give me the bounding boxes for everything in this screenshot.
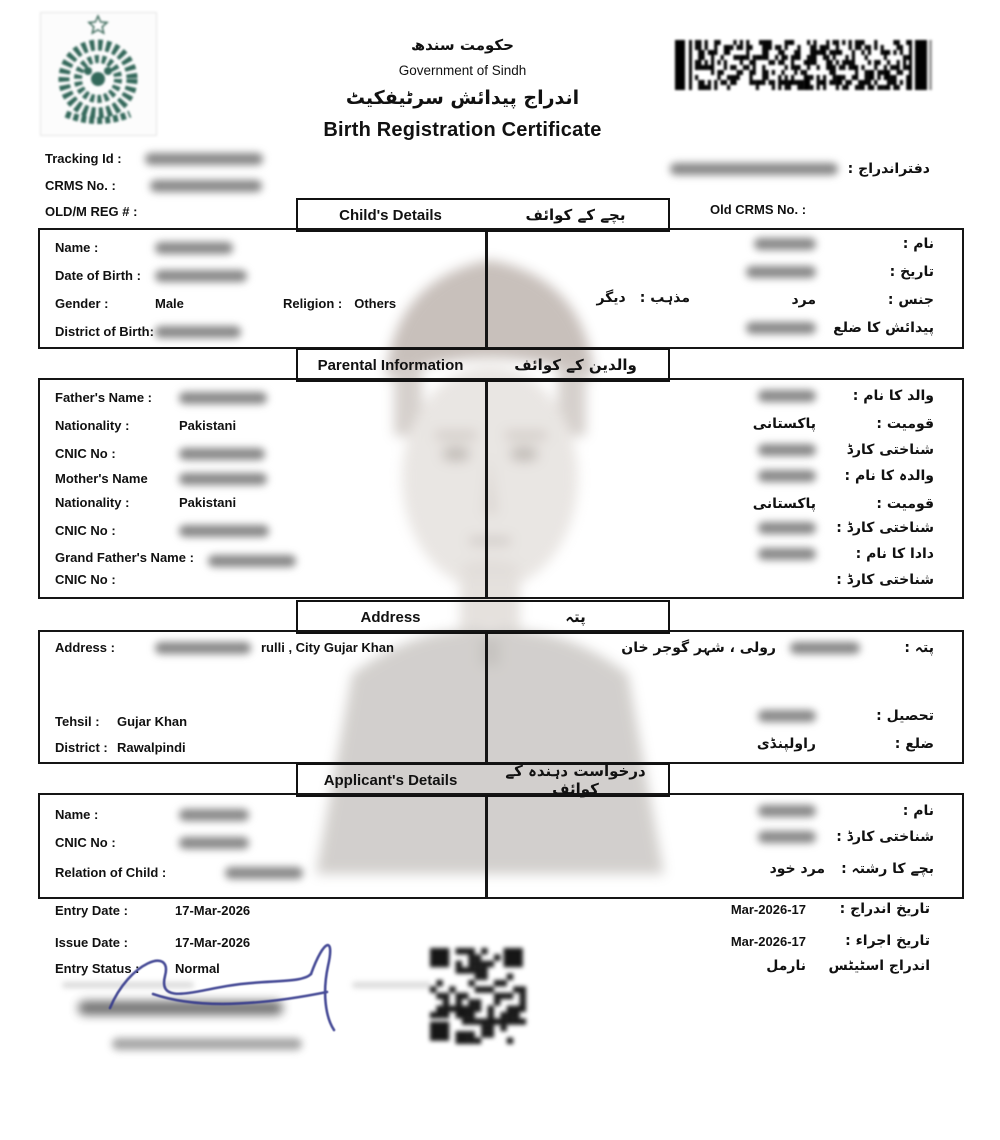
redacted-value [155, 242, 233, 254]
redacted-value [758, 805, 816, 817]
doc-title-en: Birth Registration Certificate [323, 119, 602, 141]
field-label: Nationality : [55, 418, 130, 433]
field-row [758, 388, 934, 404]
field-row [55, 640, 394, 655]
column-divider [485, 630, 488, 764]
field-label: CNIC No : [55, 446, 116, 461]
field-label-ur: پتہ : [904, 640, 934, 656]
field-row [791, 292, 934, 308]
field-row [55, 418, 236, 433]
field-value-ur: مرد خود [769, 861, 826, 877]
field-label-ur: شناختی کارڈ : [836, 572, 934, 588]
field-label: Nationality : [55, 495, 130, 510]
entry-status-value-ur: نارمل [766, 958, 806, 974]
redacted-value [746, 266, 816, 278]
entry-status-label: Entry Status : [55, 961, 140, 976]
section-header-child [296, 198, 670, 232]
field-label-ur: والدہ کا نام : [844, 468, 934, 484]
old-crms-row [710, 202, 806, 217]
redacted-value [758, 548, 816, 560]
field-row [754, 236, 934, 252]
redacted-value [179, 448, 265, 460]
column-divider [485, 228, 488, 349]
field-row [753, 496, 934, 512]
field-label-ur: شناختی کارڈ : [836, 829, 934, 845]
field-row [55, 268, 247, 283]
field-label: District of Birth: [55, 324, 154, 339]
field-value-ur: پاکستانی [752, 496, 816, 512]
daftar-andraj-label: دفتراندراج : [847, 161, 930, 177]
field-label-ur: جنس : [887, 292, 934, 308]
tracking-id-row [45, 151, 263, 166]
section-title-ur: درخواست دہندہ کے کوائف [505, 762, 646, 798]
religion-label-en: Religion : [283, 296, 343, 311]
field-row [55, 240, 233, 255]
field-label: Name : [55, 240, 99, 255]
field-label-ur: تحصیل : [876, 708, 934, 724]
issue-date-label-ur: تاریخ اجراء : [845, 933, 930, 949]
field-row [55, 390, 267, 405]
field-label: Mother's Name [55, 471, 148, 486]
field-label-ur: ضلع : [894, 736, 934, 752]
field-label: CNIC No : [55, 572, 116, 587]
issue-date-value: 17-Mar-2026 [175, 935, 251, 950]
field-row [55, 714, 187, 729]
field-label: Gender : [55, 296, 109, 311]
section-title-en: Parental Information [317, 356, 464, 374]
redacted-value [208, 555, 296, 567]
field-label-ur: نام : [902, 236, 934, 252]
section-header-address [296, 600, 670, 634]
field-label: Name : [55, 807, 99, 822]
redacted-value [758, 444, 816, 456]
field-label-ur: قومیت : [876, 496, 934, 512]
section-title-en: Address [360, 608, 421, 626]
field-row [55, 446, 265, 461]
field-value-ur: راولپنڈی [756, 736, 816, 752]
applicant-details-box [38, 793, 964, 899]
field-row [758, 546, 934, 562]
registrar-signature [95, 930, 385, 1055]
redacted-value [179, 809, 249, 821]
issue-date-label: Issue Date : [55, 935, 128, 950]
doc-title-urdu: اندراج پیدائش سرٹیفکیٹ [345, 87, 580, 109]
section-header-parental [296, 348, 670, 382]
document-header [240, 36, 685, 142]
entry-date-value: 17-Mar-2026 [175, 903, 251, 918]
redacted-value [670, 163, 838, 175]
section-title-ur: پتہ [565, 608, 586, 626]
section-title-ur: بچے کے کوائف [525, 206, 626, 224]
field-row [758, 442, 934, 458]
field-row [753, 416, 934, 432]
field-label-ur: دادا کا نام : [855, 546, 934, 562]
field-label: Relation of Child : [55, 865, 167, 880]
old-crms-label: Old CRMS No. : [710, 202, 807, 217]
address-box [38, 630, 964, 764]
entry-date-row [55, 903, 250, 918]
field-value-ur: مرد [791, 292, 816, 308]
redacted-value [155, 270, 247, 282]
field-value: Pakistani [179, 418, 237, 433]
entry-date-label: Entry Date : [55, 903, 128, 918]
qr-code [430, 948, 532, 1046]
redacted-value [790, 642, 860, 654]
redacted-value [179, 473, 267, 485]
field-label: Tehsil : [55, 714, 100, 729]
field-label-ur: شناختی کارڈ [846, 442, 934, 458]
field-row [55, 523, 269, 538]
column-divider [485, 378, 488, 599]
old-reg-row [45, 204, 137, 219]
redacted-value [155, 326, 241, 338]
redacted-value [155, 642, 251, 654]
religion-label-ur: مذہب : [639, 290, 690, 306]
child-details-box [38, 228, 964, 349]
field-label-ur: شناختی کارڈ : [836, 520, 934, 536]
field-label: Address : [55, 640, 115, 655]
field-label: Grand Father's Name : [55, 549, 194, 565]
religion-value-en: Others [354, 296, 397, 311]
redacted-value [225, 867, 303, 879]
field-value-ur: رولی ، شہر گوجر خان [621, 640, 776, 656]
entry-date-row-ur [731, 901, 930, 917]
parental-info-box [38, 378, 964, 599]
field-label-ur: پیدائش کا ضلع [833, 320, 934, 336]
redacted-value [758, 710, 816, 722]
redacted-value [754, 238, 816, 250]
field-value: Rawalpindi [117, 740, 186, 755]
field-label: Date of Birth : [55, 268, 141, 283]
field-label: District : [55, 740, 108, 755]
field-value: Male [155, 296, 184, 311]
field-row [746, 320, 934, 336]
redacted-value [150, 180, 262, 192]
field-label: CNIC No : [55, 523, 116, 538]
section-title-ur: والدین کے کوائف [514, 356, 637, 374]
redacted-value [758, 470, 816, 482]
entry-status-label-ur: اندراج اسٹیٹس [828, 958, 930, 974]
govt-name-urdu: حکومت سندھ [411, 36, 514, 54]
old-reg-label: OLD/M REG # : [45, 204, 138, 219]
field-label-ur: والد کا نام : [852, 388, 934, 404]
section-title-en: Child's Details [339, 206, 442, 224]
redacted-value [758, 831, 816, 843]
field-row [621, 640, 934, 656]
crms-no-row [45, 178, 262, 193]
field-row [758, 829, 934, 845]
section-title-en: Applicant's Details [323, 771, 458, 789]
field-label-ur: تاریخ : [889, 264, 934, 280]
entry-status-value: Normal [175, 961, 220, 976]
entry-status-row-ur [766, 958, 930, 974]
field-value-ur: پاکستانی [752, 416, 816, 432]
field-value: Gujar Khan [117, 714, 188, 729]
field-row [816, 572, 934, 588]
govt-name-en: Government of Sindh [398, 63, 527, 78]
field-label-ur: قومیت : [876, 416, 934, 432]
issue-date-row-ur [731, 933, 930, 949]
field-value: rulli , City Gujar Khan [261, 640, 394, 655]
entry-date-value-ur: 17-Mar-2026 [730, 901, 806, 917]
issue-date-value-ur: 17-Mar-2026 [730, 933, 806, 949]
redacted-value [758, 522, 816, 534]
entry-date-label-ur: تاریخ اندراج : [839, 901, 930, 917]
field-row [55, 740, 186, 755]
section-header-applicant [296, 763, 670, 797]
field-row [770, 861, 934, 877]
field-row [55, 471, 267, 486]
field-row [758, 803, 934, 819]
redacted-value [758, 390, 816, 402]
field-row [55, 807, 249, 822]
barcode [675, 40, 933, 90]
religion-value-ur: دیگر [596, 290, 626, 306]
field-row [55, 296, 184, 311]
field-label-ur: بچے کا رشتہ : [841, 861, 934, 877]
field-label: CNIC No : [55, 835, 116, 850]
sindh-emblem-icon [40, 12, 157, 136]
column-divider [485, 793, 488, 899]
field-row [55, 324, 241, 339]
field-row [746, 264, 934, 280]
religion-row-ur [596, 290, 690, 306]
field-row [758, 468, 934, 484]
field-row [757, 736, 934, 752]
field-row [55, 495, 236, 510]
field-row [55, 865, 303, 880]
field-label: Father's Name : [55, 390, 153, 405]
redacted-value [179, 525, 269, 537]
redacted-value [145, 153, 263, 165]
redacted-value [179, 837, 249, 849]
redacted-value [746, 322, 816, 334]
field-row [758, 520, 934, 536]
religion-row-en [283, 296, 396, 311]
field-row [758, 708, 934, 724]
field-row [55, 547, 296, 567]
field-value: Pakistani [179, 495, 237, 510]
daftar-andraj-row [670, 161, 930, 177]
crms-no-label: CRMS No. : [45, 178, 116, 193]
field-row [55, 572, 116, 587]
field-row [55, 835, 249, 850]
tracking-id-label: Tracking Id : [45, 151, 122, 166]
field-label-ur: نام : [902, 803, 934, 819]
redacted-value [179, 392, 267, 404]
